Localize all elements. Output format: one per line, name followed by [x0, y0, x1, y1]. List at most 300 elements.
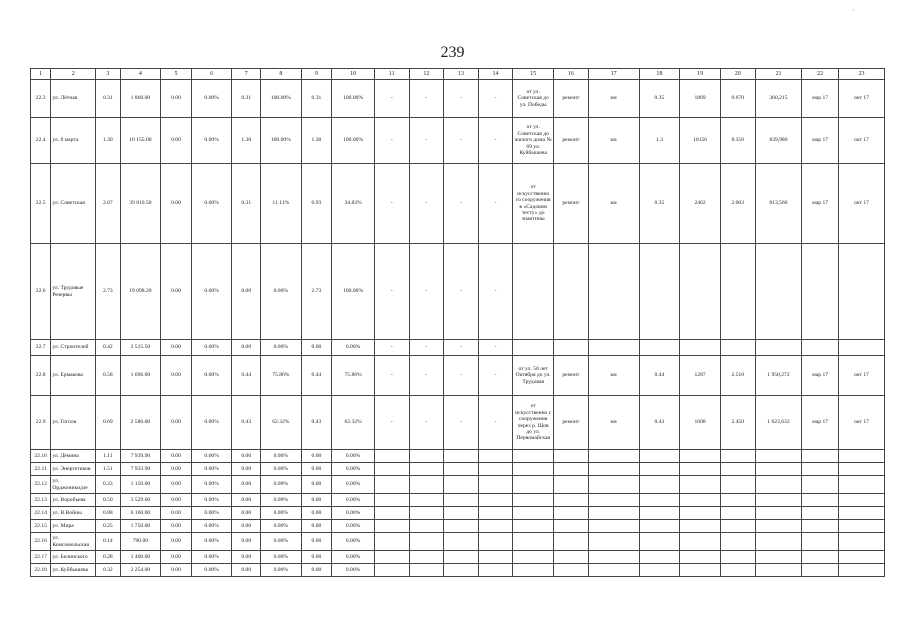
table-cell [409, 476, 444, 494]
table-cell: 39 810.50 [120, 164, 161, 244]
table-cell: 0.00 [301, 520, 332, 533]
table-cell: 0.44 [301, 356, 332, 396]
table-cell: 0.00% [260, 520, 301, 533]
table-cell: 22.18 [31, 564, 51, 577]
table-row [31, 80, 885, 118]
table-cell [720, 494, 755, 507]
table-cell: 0.00 [161, 80, 192, 118]
table-cell [409, 551, 444, 564]
table-cell: ул. Строителей [51, 340, 96, 356]
table-row [31, 356, 885, 396]
table-cell [680, 564, 721, 577]
table-cell: ул. Орджоникидзе [51, 476, 96, 494]
table-cell: - [444, 118, 479, 164]
table-cell [838, 463, 884, 476]
table-cell: 0.00% [260, 533, 301, 551]
table-cell: мар 17 [802, 356, 839, 396]
table-cell: ремонт [554, 118, 589, 164]
table-cell [755, 520, 802, 533]
table-cell: 0.25 [96, 520, 120, 533]
table-cell [513, 494, 554, 507]
column-number-cell: 6 [191, 69, 232, 80]
table-cell: 2.003 [720, 164, 755, 244]
table-cell: 1.30 [301, 118, 332, 164]
table-cell: км [588, 164, 639, 244]
table-cell: 0.93 [301, 164, 332, 244]
table-cell: - [444, 80, 479, 118]
column-number-row [31, 69, 885, 80]
table-cell [374, 533, 409, 551]
table-cell [588, 520, 639, 533]
table-cell: 1 696.00 [120, 356, 161, 396]
table-cell [554, 533, 589, 551]
table-cell: 0.44 [232, 356, 261, 396]
table-cell: 0.00 [161, 564, 192, 577]
table-cell: 0.00 [161, 340, 192, 356]
table-cell: 0.00 [232, 494, 261, 507]
table-cell: 1 400.00 [120, 551, 161, 564]
table-cell [680, 507, 721, 520]
table-cell: 0.00 [232, 564, 261, 577]
column-number-cell: 4 [120, 69, 161, 80]
column-number-cell: 14 [478, 69, 513, 80]
table-cell [680, 450, 721, 463]
column-number-cell: 3 [96, 69, 120, 80]
table-cell: от ул. Советская до ул. Победы [513, 80, 554, 118]
table-cell [374, 450, 409, 463]
table-cell: 0.31 [232, 80, 261, 118]
table-cell: 0.00% [191, 564, 232, 577]
table-cell: 0.00% [191, 533, 232, 551]
table-cell: ул. Лётная [51, 80, 96, 118]
table-cell: 75.86% [332, 356, 375, 396]
table-cell: км [588, 356, 639, 396]
table-cell: от искусственно с сооружения через р. Щов до ул. Первомайская [513, 396, 554, 450]
table-cell: 0.00 [161, 450, 192, 463]
table-cell: 1 860.00 [120, 80, 161, 118]
table-cell [588, 551, 639, 564]
table-cell: 0.00 [232, 520, 261, 533]
table-cell: - [409, 340, 444, 356]
table-cell [720, 340, 755, 356]
table-cell: 10156 [680, 118, 721, 164]
table-cell: 0.43 [232, 396, 261, 450]
table-cell [720, 551, 755, 564]
table-cell [755, 507, 802, 520]
table-cell: - [374, 396, 409, 450]
table-cell [409, 494, 444, 507]
table-row [31, 118, 885, 164]
table-cell: 0.00% [332, 533, 375, 551]
table-cell: 10 155.00 [120, 118, 161, 164]
table-cell: ул. Энергетиков [51, 463, 96, 476]
table-cell: 790.00 [120, 533, 161, 551]
table-cell: 0.00% [191, 520, 232, 533]
table-cell: ул. Белинского [51, 551, 96, 564]
table-cell [588, 476, 639, 494]
table-row [31, 244, 885, 340]
column-number-cell: 1 [31, 69, 51, 80]
table-cell: км [588, 80, 639, 118]
table-row [31, 340, 885, 356]
table-cell [444, 507, 479, 520]
table-cell: 1 950,272 [755, 356, 802, 396]
table-cell [588, 507, 639, 520]
table-cell: 0.00 [161, 533, 192, 551]
table-cell: 1869 [680, 80, 721, 118]
table-cell: ул. Комсомольская [51, 533, 96, 551]
table-cell: 22.12 [31, 476, 51, 494]
table-cell: 1 623,632 [755, 396, 802, 450]
table-cell: 0.00 [232, 340, 261, 356]
table-cell: - [478, 356, 513, 396]
table-cell: 0.00% [260, 340, 301, 356]
table-cell: 0.00 [301, 551, 332, 564]
table-cell [720, 564, 755, 577]
table-cell: 0.00% [191, 164, 232, 244]
table-cell: 22.3 [31, 80, 51, 118]
table-cell [478, 494, 513, 507]
table-cell: 0.00% [191, 476, 232, 494]
table-row [31, 507, 885, 520]
table-cell: 22.7 [31, 340, 51, 356]
table-cell: 100.00% [260, 118, 301, 164]
table-cell [802, 520, 839, 533]
table-cell [680, 476, 721, 494]
table-cell [755, 450, 802, 463]
table-row [31, 164, 885, 244]
table-cell: - [444, 356, 479, 396]
table-cell [588, 494, 639, 507]
column-number-cell: 19 [680, 69, 721, 80]
table-cell: 0.00% [191, 340, 232, 356]
table-cell: 0.00 [301, 476, 332, 494]
table-cell: 0.00% [260, 450, 301, 463]
table-cell: 22.4 [31, 118, 51, 164]
table-cell: 0.00% [332, 340, 375, 356]
table-cell [720, 463, 755, 476]
column-number-cell: 11 [374, 69, 409, 80]
table-cell: - [478, 396, 513, 450]
table-cell: мар 17 [802, 118, 839, 164]
table-cell: 2.73 [301, 244, 332, 340]
table-cell: 0.00 [161, 463, 192, 476]
table-cell: 7 939.90 [120, 450, 161, 463]
table-cell: 22.5 [31, 164, 51, 244]
column-number-cell: 15 [513, 69, 554, 80]
table-cell [838, 533, 884, 551]
table-cell [838, 244, 884, 340]
table-cell [802, 507, 839, 520]
table-cell [588, 564, 639, 577]
table-cell: ремонт [554, 396, 589, 450]
table-cell: 0.00 [232, 450, 261, 463]
table-cell [554, 564, 589, 577]
table-cell: 22.8 [31, 356, 51, 396]
table-cell: 0.00 [232, 244, 261, 340]
table-cell: - [478, 80, 513, 118]
table-cell [554, 494, 589, 507]
table-cell: 0.00% [260, 244, 301, 340]
table-cell: - [444, 396, 479, 450]
table-cell: - [444, 244, 479, 340]
table-cell: 0.00% [191, 507, 232, 520]
table-cell [802, 564, 839, 577]
table-cell: ремонт [554, 164, 589, 244]
table-cell [588, 450, 639, 463]
table-cell: 0.00 [232, 476, 261, 494]
table-cell: 0.00% [191, 551, 232, 564]
table-cell: 0.00 [232, 463, 261, 476]
table-cell: 0.00 [301, 507, 332, 520]
table-cell [513, 533, 554, 551]
table-cell [554, 340, 589, 356]
column-number-cell: 7 [232, 69, 261, 80]
table-cell: 0.00 [161, 118, 192, 164]
table-cell: - [374, 118, 409, 164]
column-number-cell: 9 [301, 69, 332, 80]
table-cell: 8.350 [720, 118, 755, 164]
table-cell: мар 17 [802, 164, 839, 244]
table-cell: 1608 [680, 396, 721, 450]
table-cell [478, 463, 513, 476]
table-cell: - [409, 118, 444, 164]
table-cell: - [444, 164, 479, 244]
table-cell: 2.450 [720, 396, 755, 450]
table-cell [444, 450, 479, 463]
table-cell: 0.00 [301, 494, 332, 507]
table-cell: 0.28 [96, 551, 120, 564]
table-cell: - [409, 164, 444, 244]
table-cell [802, 463, 839, 476]
table-cell: ул. Мира [51, 520, 96, 533]
table-cell [639, 551, 680, 564]
table-cell: 2.67 [96, 164, 120, 244]
table-cell [409, 533, 444, 551]
table-cell: - [409, 80, 444, 118]
column-number-cell: 12 [409, 69, 444, 80]
table-cell: 0.35 [639, 164, 680, 244]
table-cell: ремонт [554, 80, 589, 118]
table-cell: 0.00% [332, 450, 375, 463]
table-cell [720, 476, 755, 494]
table-cell [838, 450, 884, 463]
table-cell: ул. В.Войны [51, 507, 96, 520]
table-cell [478, 533, 513, 551]
table-cell: 0.00 [232, 551, 261, 564]
table-cell [409, 507, 444, 520]
table-row [31, 494, 885, 507]
table-cell: 0.00 [161, 551, 192, 564]
table-cell [513, 551, 554, 564]
table-cell: 1287 [680, 356, 721, 396]
table-cell [513, 450, 554, 463]
table-cell: 0.00 [161, 507, 192, 520]
table-cell: 2.73 [96, 244, 120, 340]
table-row [31, 396, 885, 450]
table-cell: - [374, 356, 409, 396]
column-number-cell: 8 [260, 69, 301, 80]
table-cell: окт 17 [838, 164, 884, 244]
table-cell: 0.00 [161, 494, 192, 507]
table-cell [720, 244, 755, 340]
table-cell [802, 551, 839, 564]
column-number-cell: 20 [720, 69, 755, 80]
column-number-cell: 18 [639, 69, 680, 80]
table-cell [802, 533, 839, 551]
table-cell [639, 494, 680, 507]
table-cell: 0.00 [301, 564, 332, 577]
table-cell [444, 520, 479, 533]
table-cell: 0.00% [332, 494, 375, 507]
table-cell: 0.00% [332, 564, 375, 577]
table-cell: 2 254.00 [120, 564, 161, 577]
table-cell: 839,980 [755, 118, 802, 164]
table-cell: 0.00% [191, 356, 232, 396]
table-cell: 0.00% [191, 494, 232, 507]
table-cell: 1 750.00 [120, 520, 161, 533]
table-cell: 0.00% [260, 476, 301, 494]
table-cell: 22.10 [31, 450, 51, 463]
table-cell: 22.13 [31, 494, 51, 507]
table-cell [720, 520, 755, 533]
table-cell: 2.510 [720, 356, 755, 396]
table-cell: 0.00% [191, 396, 232, 450]
table-cell [639, 564, 680, 577]
table-cell: мар 17 [802, 396, 839, 450]
table-cell [554, 476, 589, 494]
page-number: 239 [440, 44, 465, 61]
table-cell [588, 533, 639, 551]
table-cell [513, 244, 554, 340]
corner-mark: · [852, 6, 855, 15]
table-cell: ремонт [554, 356, 589, 396]
table-cell [755, 476, 802, 494]
table-cell: 0.00 [301, 450, 332, 463]
table-cell [680, 340, 721, 356]
table-cell [802, 494, 839, 507]
table-cell [755, 340, 802, 356]
column-number-cell: 5 [161, 69, 192, 80]
table-cell: 0.58 [96, 356, 120, 396]
table-cell: 75.86% [260, 356, 301, 396]
table-cell [639, 520, 680, 533]
table-cell [554, 520, 589, 533]
table-cell [680, 551, 721, 564]
table-cell [374, 564, 409, 577]
table-cell [478, 520, 513, 533]
table-cell [478, 551, 513, 564]
table-cell: 0.00% [191, 450, 232, 463]
table-cell: 0.00% [260, 564, 301, 577]
table-cell [802, 476, 839, 494]
table-cell: 11.11% [260, 164, 301, 244]
table-cell [838, 520, 884, 533]
table-cell [513, 564, 554, 577]
table-cell [755, 551, 802, 564]
table-cell [588, 463, 639, 476]
table-cell: 0.14 [96, 533, 120, 551]
table-row [31, 450, 885, 463]
table-cell [374, 551, 409, 564]
table-cell [409, 450, 444, 463]
table-row [31, 476, 885, 494]
table-cell [374, 476, 409, 494]
table-cell: 0.00% [332, 463, 375, 476]
table-cell: 813,566 [755, 164, 802, 244]
table-cell [838, 551, 884, 564]
table-cell: от ул. 50 лет Октября до ул. Трудовая [513, 356, 554, 396]
table-cell [680, 494, 721, 507]
table-cell: от ул. Советская до жилого дома № 69 ул. Куйбышева [513, 118, 554, 164]
table-cell [838, 507, 884, 520]
table-cell [513, 520, 554, 533]
table-cell: - [444, 340, 479, 356]
table-cell: 22.6 [31, 244, 51, 340]
table-cell: 0.88 [96, 507, 120, 520]
table-cell: 22.11 [31, 463, 51, 476]
table-cell [444, 533, 479, 551]
table-cell [588, 244, 639, 340]
table-cell [802, 244, 839, 340]
table-cell: 0.00 [232, 507, 261, 520]
table-cell [720, 450, 755, 463]
table-cell: 62.32% [332, 396, 375, 450]
table-cell [639, 476, 680, 494]
table-row [31, 463, 885, 476]
table-row [31, 564, 885, 577]
table-cell [444, 476, 479, 494]
table-cell: 0.00% [260, 463, 301, 476]
table-cell: - [478, 164, 513, 244]
table-cell: окт 17 [838, 356, 884, 396]
table-cell: км [588, 396, 639, 450]
column-number-cell: 2 [51, 69, 96, 80]
table-cell [554, 244, 589, 340]
column-number-cell: 10 [332, 69, 375, 80]
table-cell [554, 450, 589, 463]
table-cell: окт 17 [838, 118, 884, 164]
table-cell: 0.00 [161, 476, 192, 494]
table-cell: 0.00% [260, 507, 301, 520]
table-cell [374, 494, 409, 507]
table-cell [374, 520, 409, 533]
table-cell [755, 463, 802, 476]
table-cell: 22.14 [31, 507, 51, 520]
table-cell [374, 507, 409, 520]
table-cell: 0.00 [161, 356, 192, 396]
column-number-cell: 21 [755, 69, 802, 80]
table-cell: 1.51 [96, 463, 120, 476]
table-cell [639, 340, 680, 356]
table-cell: 0.00 [301, 463, 332, 476]
table-cell: 62.32% [260, 396, 301, 450]
table-cell: - [374, 340, 409, 356]
table-cell: 22.15 [31, 520, 51, 533]
table-cell [409, 463, 444, 476]
table-cell: 0.00% [191, 463, 232, 476]
table-cell [838, 494, 884, 507]
table-cell: 0.00 [161, 244, 192, 340]
table-cell [478, 564, 513, 577]
table-cell: от искусственно го сооружения в «Садовом тесту» до знаитины [513, 164, 554, 244]
table-cell: 0.43 [301, 396, 332, 450]
table-cell [478, 476, 513, 494]
table-cell [588, 340, 639, 356]
table-cell: 0.00% [332, 520, 375, 533]
table-cell: мар 17 [802, 80, 839, 118]
table-cell: окт 17 [838, 396, 884, 450]
